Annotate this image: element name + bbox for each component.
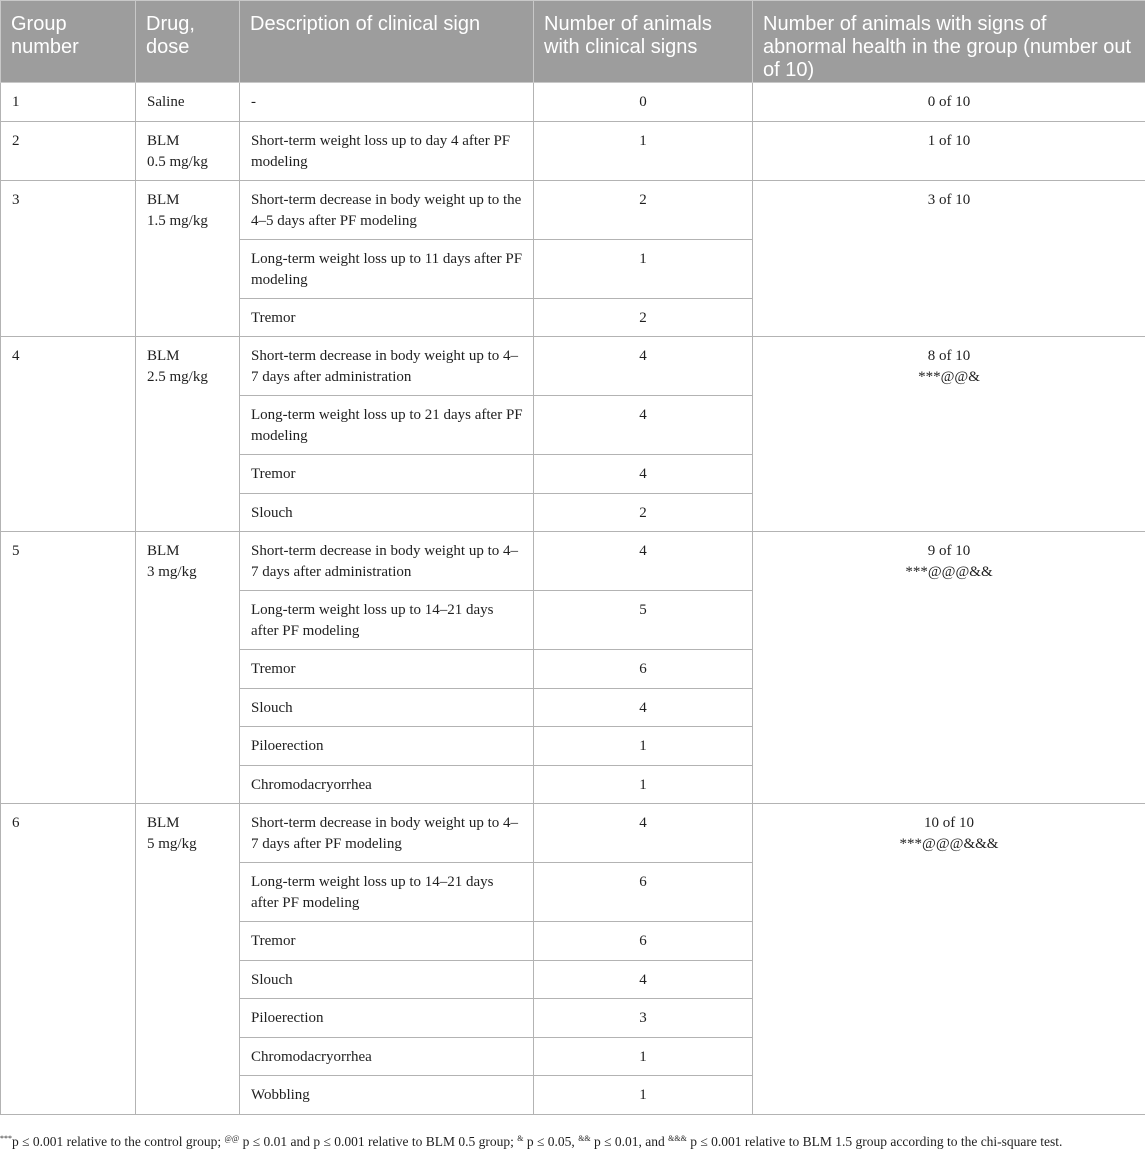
- footnote-mark: &&: [578, 1134, 591, 1143]
- drug-name: BLM: [147, 348, 180, 364]
- sign-count: 6: [534, 650, 753, 689]
- sign-count: 1: [534, 1076, 753, 1115]
- sign-description: Short-term weight loss up to day 4 after PF modeling: [240, 121, 534, 180]
- sign-description: Chromodacryorrhea: [240, 765, 534, 804]
- sign-description: Long-term weight loss up to 21 days after PF modeling: [240, 396, 534, 455]
- group-total: [753, 804, 1145, 1115]
- sign-count: 2: [534, 180, 753, 239]
- total-value: 0 of 10: [927, 94, 971, 110]
- sign-description: Tremor: [240, 455, 534, 494]
- sign-count: 1: [534, 1037, 753, 1076]
- drug-dose: [136, 532, 240, 804]
- sign-description: Tremor: [240, 298, 534, 337]
- header-description: Description of clinical sign: [240, 1, 534, 83]
- sign-count: 0: [534, 83, 753, 122]
- footnote-text: p ≤ 0.01, and: [590, 1134, 669, 1149]
- total-value: 1 of 10: [927, 132, 971, 149]
- drug-name: BLM: [147, 132, 180, 149]
- sign-description: Short-term decrease in body weight up to 4–7 days after administration: [240, 532, 534, 591]
- sign-description: Long-term weight loss up to 14–21 days after PF modeling: [240, 591, 534, 650]
- sign-count: 5: [534, 591, 753, 650]
- total-value: 3 of 10: [927, 191, 971, 208]
- table-row: [1, 337, 1145, 396]
- sign-count: 1: [534, 121, 753, 180]
- drug-dose: [136, 83, 240, 122]
- sign-description: Chromodacryorrhea: [240, 1037, 534, 1076]
- footnote-text: p ≤ 0.01 and p ≤ 0.001 relative to BLM 0.5 group;: [239, 1134, 518, 1149]
- sign-count: 2: [534, 298, 753, 337]
- group-number: 1: [1, 83, 136, 122]
- dose-value: 2.5 mg/kg: [147, 369, 208, 385]
- footnote-mark: &: [517, 1134, 524, 1143]
- group-total: [753, 83, 1145, 122]
- footnote-mark: ***: [0, 1134, 12, 1143]
- group-total: [753, 337, 1145, 532]
- total-value: 9 of 10: [927, 543, 971, 559]
- dose-value: 3 mg/kg: [147, 564, 197, 580]
- drug-dose: [136, 180, 240, 337]
- sign-count: 1: [534, 239, 753, 298]
- sign-description: Short-term decrease in body weight up to 4–7 days after administration: [240, 337, 534, 396]
- footnote-mark: &&&: [668, 1134, 687, 1143]
- sign-count: 1: [534, 727, 753, 766]
- footnote-text: p ≤ 0.001 relative to the control group;: [12, 1134, 225, 1149]
- sign-description: Piloerection: [240, 727, 534, 766]
- footnote-text: p ≤ 0.05,: [523, 1134, 579, 1149]
- sign-description: -: [240, 83, 534, 122]
- sign-description: Long-term weight loss up to 14–21 days after PF modeling: [240, 863, 534, 922]
- drug-dose: [136, 804, 240, 1115]
- total-value: 10 of 10: [924, 815, 974, 831]
- dose-value: 0.5 mg/kg: [147, 153, 208, 170]
- significance-marks: ***@@@&&&: [899, 836, 999, 852]
- drug-name: BLM: [147, 815, 180, 831]
- drug-name: BLM: [147, 191, 180, 208]
- table-row: [1, 532, 1145, 591]
- group-number: 3: [1, 180, 136, 337]
- table-row: [1, 83, 1145, 122]
- sign-count: 2: [534, 493, 753, 532]
- sign-description: Short-term decrease in body weight up to the 4–5 days after PF modeling: [240, 180, 534, 239]
- drug-name: Saline: [147, 94, 185, 110]
- drug-dose: [136, 337, 240, 532]
- sign-count: 6: [534, 922, 753, 961]
- group-total: [753, 121, 1145, 180]
- sign-count: 3: [534, 999, 753, 1038]
- sign-description: Wobbling: [240, 1076, 534, 1115]
- sign-description: Tremor: [240, 650, 534, 689]
- sign-count: 4: [534, 337, 753, 396]
- sign-count: 6: [534, 863, 753, 922]
- header-abnormal-health: Number of animals with signs of abnormal health in the group (number out of 10): [753, 1, 1145, 83]
- group-number: 4: [1, 337, 136, 532]
- header-row: [1, 1, 1145, 83]
- group-number: 5: [1, 532, 136, 804]
- sign-count: 1: [534, 765, 753, 804]
- sign-count: 4: [534, 532, 753, 591]
- header-drug-dose: Drug, dose: [136, 1, 240, 83]
- sign-count: 4: [534, 804, 753, 863]
- dose-value: 5 mg/kg: [147, 836, 197, 852]
- significance-marks: ***@@@&&: [905, 564, 993, 580]
- sign-description: Piloerection: [240, 999, 534, 1038]
- sign-description: Slouch: [240, 688, 534, 727]
- group-number: 6: [1, 804, 136, 1115]
- sign-description: Tremor: [240, 922, 534, 961]
- drug-name: BLM: [147, 543, 180, 559]
- sign-description: Slouch: [240, 493, 534, 532]
- sign-count: 4: [534, 396, 753, 455]
- sign-description: Short-term decrease in body weight up to 4–7 days after PF modeling: [240, 804, 534, 863]
- dose-value: 1.5 mg/kg: [147, 212, 208, 229]
- sign-count: 4: [534, 960, 753, 999]
- group-total: [753, 180, 1145, 337]
- group-total: [753, 532, 1145, 804]
- total-value: 8 of 10: [927, 348, 971, 364]
- group-number: 2: [1, 121, 136, 180]
- table-row: [1, 180, 1145, 239]
- sign-description: Long-term weight loss up to 11 days after PF modeling: [240, 239, 534, 298]
- sign-description: Slouch: [240, 960, 534, 999]
- drug-dose: [136, 121, 240, 180]
- sign-count: 4: [534, 688, 753, 727]
- header-animals-with-signs: Number of animals with clinical signs: [534, 1, 753, 83]
- footnote-text: p ≤ 0.001 relative to BLM 1.5 group according to the chi-square test.: [686, 1134, 1063, 1149]
- footnote-mark: @@: [224, 1134, 240, 1143]
- significance-marks: ***@@&: [918, 369, 980, 385]
- header-group-number: Group number: [1, 1, 136, 83]
- table-row: [1, 804, 1145, 863]
- sign-count: 4: [534, 455, 753, 494]
- table-footnote: [0, 1133, 1145, 1152]
- table-row: [1, 121, 1145, 180]
